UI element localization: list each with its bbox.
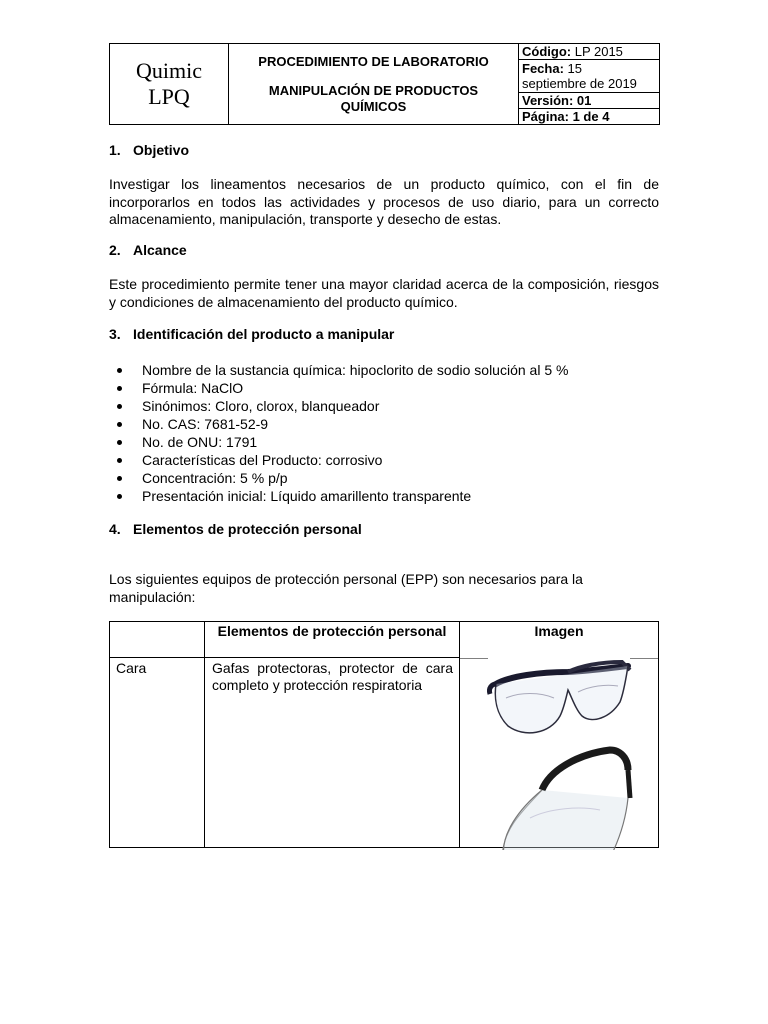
- table-header-elements: Elementos de protección personal: [205, 622, 460, 658]
- code-value: LP 2015: [574, 44, 623, 60]
- logo-line-1: Quimic: [136, 58, 202, 83]
- date-cell: Fecha: 15 septiembre de 2019: [519, 60, 660, 92]
- list-item: Características del Producto: corrosivo: [109, 451, 659, 469]
- list-item: Fórmula: NaClO: [109, 379, 659, 397]
- image-cell: [460, 658, 659, 848]
- section-4-text: Los siguientes equipos de protección personal (EPP) son necesarios para la manipulación:: [109, 571, 583, 605]
- date-value-1: 15: [567, 60, 582, 76]
- list-item: Concentración: 5 % p/p: [109, 469, 659, 487]
- code-cell: Código: LP 2015: [519, 44, 660, 60]
- ppe-illustration: [460, 658, 659, 850]
- face-shield-icon: [502, 750, 630, 850]
- procedure-type: PROCEDIMIENTO DE LABORATORIO: [258, 53, 489, 69]
- procedure-title-1: MANIPULACIÓN DE PRODUCTOS: [268, 82, 479, 98]
- list-item: No. de ONU: 1791: [109, 433, 659, 451]
- epp-table: [109, 621, 659, 848]
- document-title: [229, 44, 519, 125]
- section-2-text: Este procedimiento permite tener una mayor claridad acerca de la composición, riesgos y condiciones de almacenamiento del producto químico.: [109, 276, 659, 310]
- section-2-heading: 2. Alcance: [109, 242, 187, 258]
- table-header-image: Imagen: [460, 622, 659, 658]
- safety-glasses-icon: [489, 662, 630, 733]
- page-cell: Página: 1 de 4: [519, 108, 660, 124]
- product-identification-list: [109, 361, 659, 505]
- company-logo: [110, 44, 229, 125]
- version-cell: Versión: 01: [519, 92, 660, 108]
- list-item: Nombre de la sustancia química: hipoclorito de sodio solución al 5 %: [109, 361, 659, 379]
- list-item: Presentación inicial: Líquido amarillento transparente: [109, 487, 659, 505]
- list-item: No. CAS: 7681-52-9: [109, 415, 659, 433]
- procedure-title-2: QUÍMICOS: [340, 98, 407, 114]
- date-value-2: septiembre de 2019: [522, 75, 637, 91]
- section-4-heading: 4. Elementos de protección personal: [109, 521, 362, 537]
- list-item: Sinónimos: Cloro, clorox, blanqueador: [109, 397, 659, 415]
- section-3-heading: 3. Identificación del producto a manipular: [109, 326, 395, 342]
- document-header: [109, 43, 660, 125]
- table-row: [110, 658, 659, 848]
- logo-line-2: LPQ: [148, 84, 190, 109]
- elements-cell: Gafas protectoras, protector de cara completo y protección respiratoria: [205, 658, 460, 848]
- body-part-cell: Cara: [110, 658, 205, 848]
- section-1-text: Investigar los lineamentos necesarios de un producto químico, con el fin de incorporarlos en todos las actividades y procesos de uso diario, para un correcto almacenamiento, manipulación, transporte y desecho de estas.: [109, 176, 659, 227]
- table-header-empty: [110, 622, 205, 658]
- section-1-heading: 1. Objetivo: [109, 142, 190, 158]
